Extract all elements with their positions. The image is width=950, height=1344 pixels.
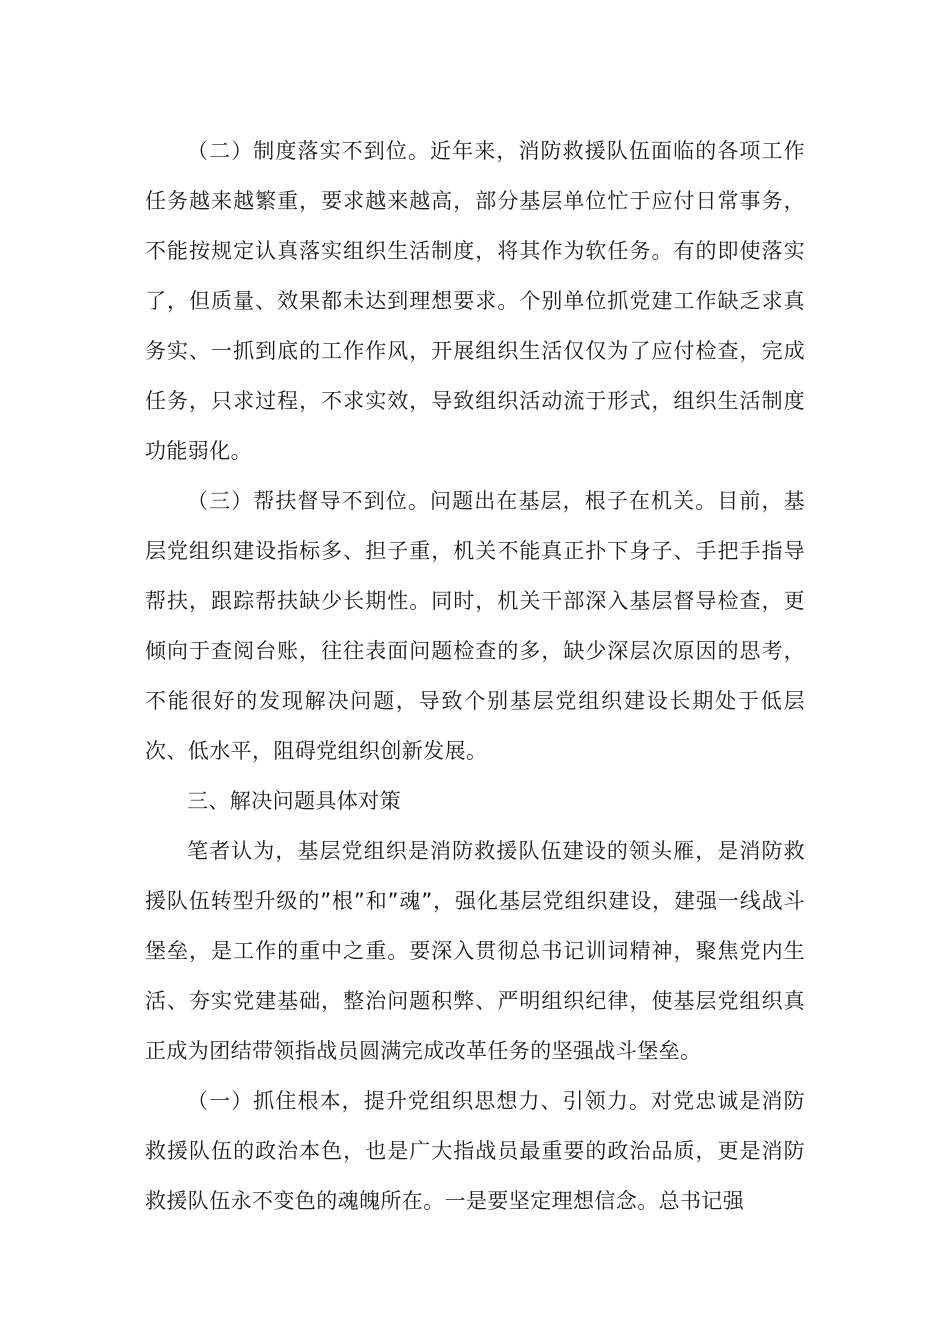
paragraph-author-view: 笔者认为，基层党组织是消防救援队伍建设的领头雁，是消防救援队伍转型升级的”根”和”魂”，强化基层党组织建设，建强一线战斗堡垒，是工作的重中之重。要深入贯彻总书记训词精神，聚焦党内生活、夯实党建基础，整治问题积弊、严明组织纪律，使基层党组织真正成为团结带领指战员圆满完成改革任务的坚强战斗堡垒。	[145, 839, 805, 1063]
document-body	[145, 126, 805, 1226]
paragraph-institution-implementation: （二）制度落实不到位。近年来，消防救援队伍面临的各项工作任务越来越繁重，要求越来越高，部分基层单位忙于应付日常事务，不能按规定认真落实组织生活制度，将其作为软任务。有的即使落实了，但质量、效果都未达到理想要求。个别单位抓党建工作缺乏求真务实、一抓到底的工作作风，开展组织生活仅仅为了应付检查，完成任务，只求过程，不求实效，导致组织活动流于形式，组织生活制度功能弱化。	[145, 139, 805, 463]
paragraph-grasp-fundamentals: （一）抓住根本，提升党组织思想力、引领力。对党忠诚是消防救援队伍的政治本色，也是广大指战员最重要的政治品质，更是消防救援队伍永不变色的魂魄所在。一是要坚定理想信念。总书记强	[145, 1089, 805, 1213]
paragraph-supervision-guidance: （三）帮扶督导不到位。问题出在基层，根子在机关。目前，基层党组织建设指标多、担子重，机关不能真正扑下身子、手把手指导帮扶，跟踪帮扶缺少长期性。同时，机关干部深入基层督导检查，更倾向于查阅台账，往往表面问题检查的多，缺少深层次原因的思考，不能很好的发现解决问题，导致个别基层党组织建设长期处于低层次、低水平，阻碍党组织创新发展。	[145, 489, 805, 763]
section-heading-countermeasures: 三、解决问题具体对策	[187, 789, 401, 813]
